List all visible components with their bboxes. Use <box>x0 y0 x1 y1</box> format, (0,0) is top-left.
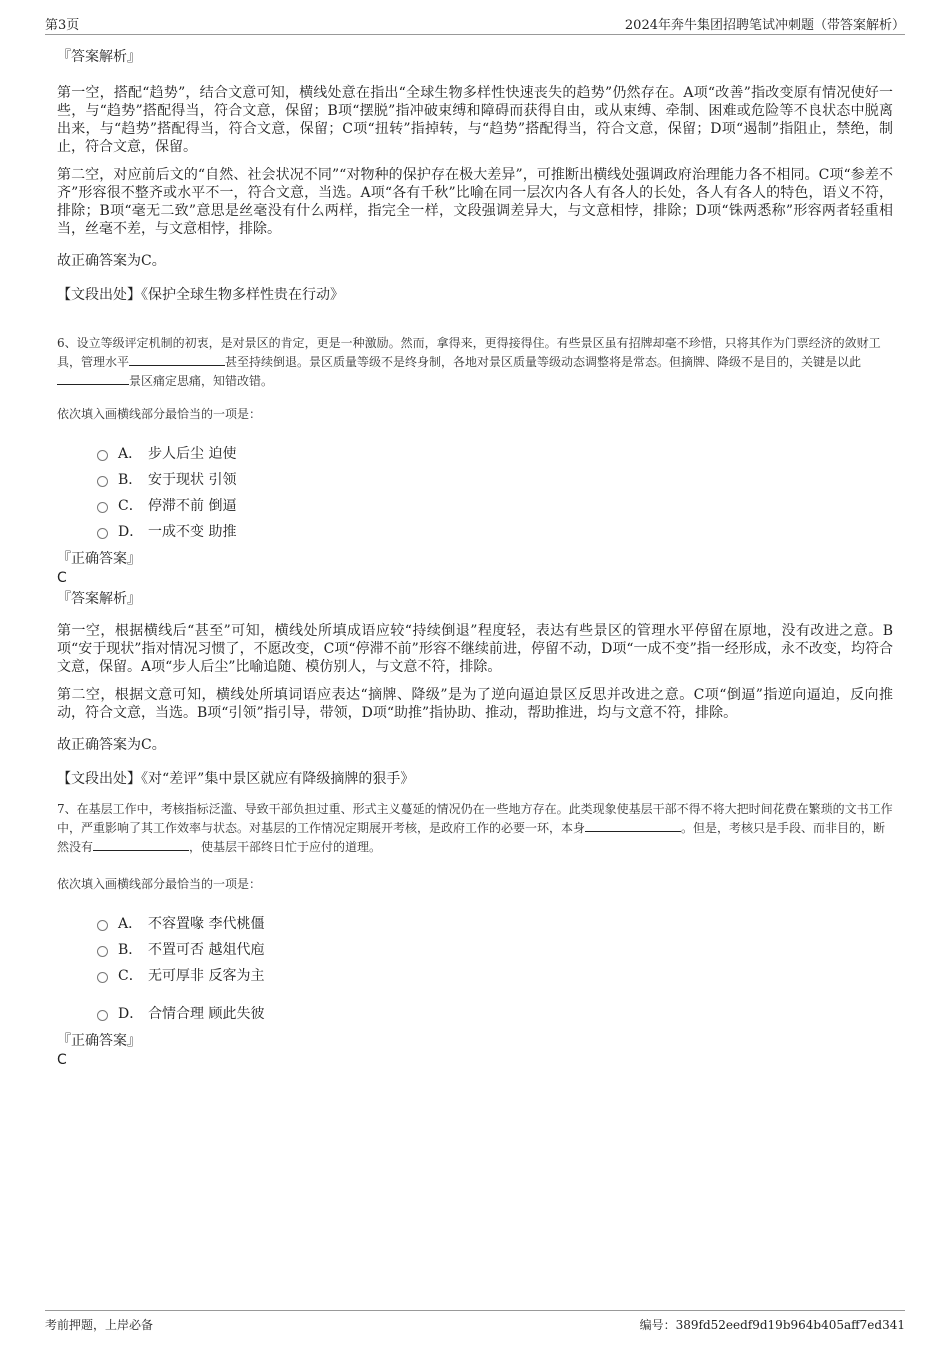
radio-icon[interactable] <box>97 1010 108 1021</box>
radio-icon[interactable] <box>97 476 108 487</box>
q6-conclusion: 故正确答案为C。 <box>57 737 166 753</box>
radio-icon[interactable] <box>97 920 108 931</box>
q7-options <box>97 910 893 1026</box>
q6-question: 6、设立等级评定机制的初衷，是对景区的肯定，更是一种激励。然而，拿得来，更得接得住。有些景区虽有招牌却毫不珍惜，只将其作为门票经济的敛财工具，管理水平 甚至持续倒退。景区质量等级不是终身制，各地对景区质量等级动态调整将是常态。但摘牌、降级不是目的，关键是以此景区痛定思痛，知错改错。 <box>57 336 881 388</box>
blank <box>57 372 129 385</box>
q6-option-c[interactable]: C． 停滞不前 倒逼 <box>97 492 893 518</box>
q7-question: 7、在基层工作中，考核指标泛滥、导致干部负担过重、形式主义蔓延的情况仍在一些地方存在。此类现象使基层干部不得不将大把时间花费在繁琐的文书工作中，严重影响了其工作效率与状态。对基层的工作情况定期展开考核，是政府工作的必要一环，本身 。但是，考核只是手段、而非目的，断然没有 ，使基层干部终日忙于应付的道理。 <box>57 802 893 854</box>
source-label: 【文段出处】 <box>57 287 141 303</box>
source-label: 【文段出处】 <box>57 771 141 787</box>
page-header <box>45 12 905 35</box>
radio-icon[interactable] <box>97 502 108 513</box>
main-content <box>57 40 893 1068</box>
radio-icon[interactable] <box>97 946 108 957</box>
q6-correct-label: 『正确答案』 <box>57 551 141 567</box>
document-code: 编号：389fd52eedf9d19b964b405aff7ed341 <box>639 1318 905 1332</box>
q7-option-a[interactable]: A． 不容置喙 李代桃僵 <box>97 910 893 936</box>
q7-option-d[interactable]: D． 合情合理 顾此失彼 <box>97 1000 893 1026</box>
q7-answer: C <box>57 1052 67 1068</box>
q5-analysis-para1: 第一空，搭配“趋势”，结合文意可知，横线处意在指出“全球生物多样性快速丧失的趋势”仍然存在。A项“改善”指改变原有情况使好一些，与“趋势”搭配得当，符合文意，保留；B项“摆脱”指冲破束缚和障碍而获得自由，或从束缚、牵制、困难或危险等不良状态中脱离出来，与“趋势”搭配得当，符合文意，保留；C项“扭转”指掉转，与“趋势”搭配得当，符合文意，保留；D项“遏制”指阻止，禁绝，制止，符合文意，保留。 <box>57 85 893 155</box>
blank <box>585 819 681 832</box>
page-number: 第3页 <box>45 18 80 33</box>
q6-options <box>97 440 893 544</box>
source-title: 《保护全球生物多样性贵在行动》 <box>141 287 344 303</box>
radio-icon[interactable] <box>97 528 108 539</box>
q6-analysis-para1: 第一空，根据横线后“甚至”可知，横线处所填成语应较“持续倒退”程度轻，表达有些景区的管理水平停留在原地，没有改进之意。B项“安于现状”指对情况习惯了，不愿改变，C项“停滞不前”形容不继续前进，停留不动，D项“一成不变”指一经形成，永不改变，均符合文意，保留。A项“步人后尘”比喻追随、模仿别人，与文意不符，排除。 <box>57 623 893 675</box>
page-footer <box>45 1310 905 1335</box>
q7-option-c[interactable]: C． 无可厚非 反客为主 <box>97 962 893 988</box>
q6-analysis-label: 『答案解析』 <box>57 591 141 607</box>
q5-analysis-label: 『答案解析』 <box>57 49 141 65</box>
q6-option-d[interactable]: D． 一成不变 助推 <box>97 518 893 544</box>
radio-icon[interactable] <box>97 972 108 983</box>
q7-correct-label: 『正确答案』 <box>57 1033 141 1049</box>
blank <box>93 838 189 851</box>
source-title: 《对“差评”集中景区就应有降级摘牌的狠手》 <box>141 771 415 787</box>
q5-analysis-para2: 第二空，对应前后文的“自然、社会状况不同”“对物种的保护存在极大差异”，可推断出横线处强调政府治理能力各不相同。C项“参差不齐”形容很不整齐或水平不一，符合文意，当选。A项“各有千秋”比喻在同一层次内各人有各人的长处，各人有各人的特色，语义不符，排除；B项“毫无二致”意思是丝毫没有什么两样，指完全一样，文段强调差异大，与文意相悖，排除；D项“铢两悉称”形容两者轻重相当，丝毫不差，与文意相悖，排除。 <box>57 167 893 237</box>
document-title: 2024年奔牛集团招聘笔试冲刺题（带答案解析） <box>624 18 905 33</box>
q7-option-b[interactable]: B． 不置可否 越俎代庖 <box>97 936 893 962</box>
q6-prompt: 依次填入画横线部分最恰当的一项是： <box>57 407 262 421</box>
q6-option-b[interactable]: B． 安于现状 引领 <box>97 466 893 492</box>
q6-answer: C <box>57 570 67 586</box>
q6-option-a[interactable]: A． 步人后尘 迫使 <box>97 440 893 466</box>
radio-icon[interactable] <box>97 450 108 461</box>
footer-slogan: 考前押题，上岸必备 <box>45 1318 154 1332</box>
q5-conclusion: 故正确答案为C。 <box>57 253 166 269</box>
blank <box>129 353 225 366</box>
q6-analysis-para2: 第二空，根据文意可知，横线处所填词语应表达“摘牌、降级”是为了逆向逼迫景区反思并改进之意。C项“倒逼”指逆向逼迫，反向推动，符合文意，当选。B项“引领”指引导，带领，D项“助推”指协助、推动，帮助推进，均与文意不符，排除。 <box>57 687 893 721</box>
q7-prompt: 依次填入画横线部分最恰当的一项是： <box>57 877 262 891</box>
q6-source <box>57 770 893 788</box>
q5-source <box>57 286 893 304</box>
